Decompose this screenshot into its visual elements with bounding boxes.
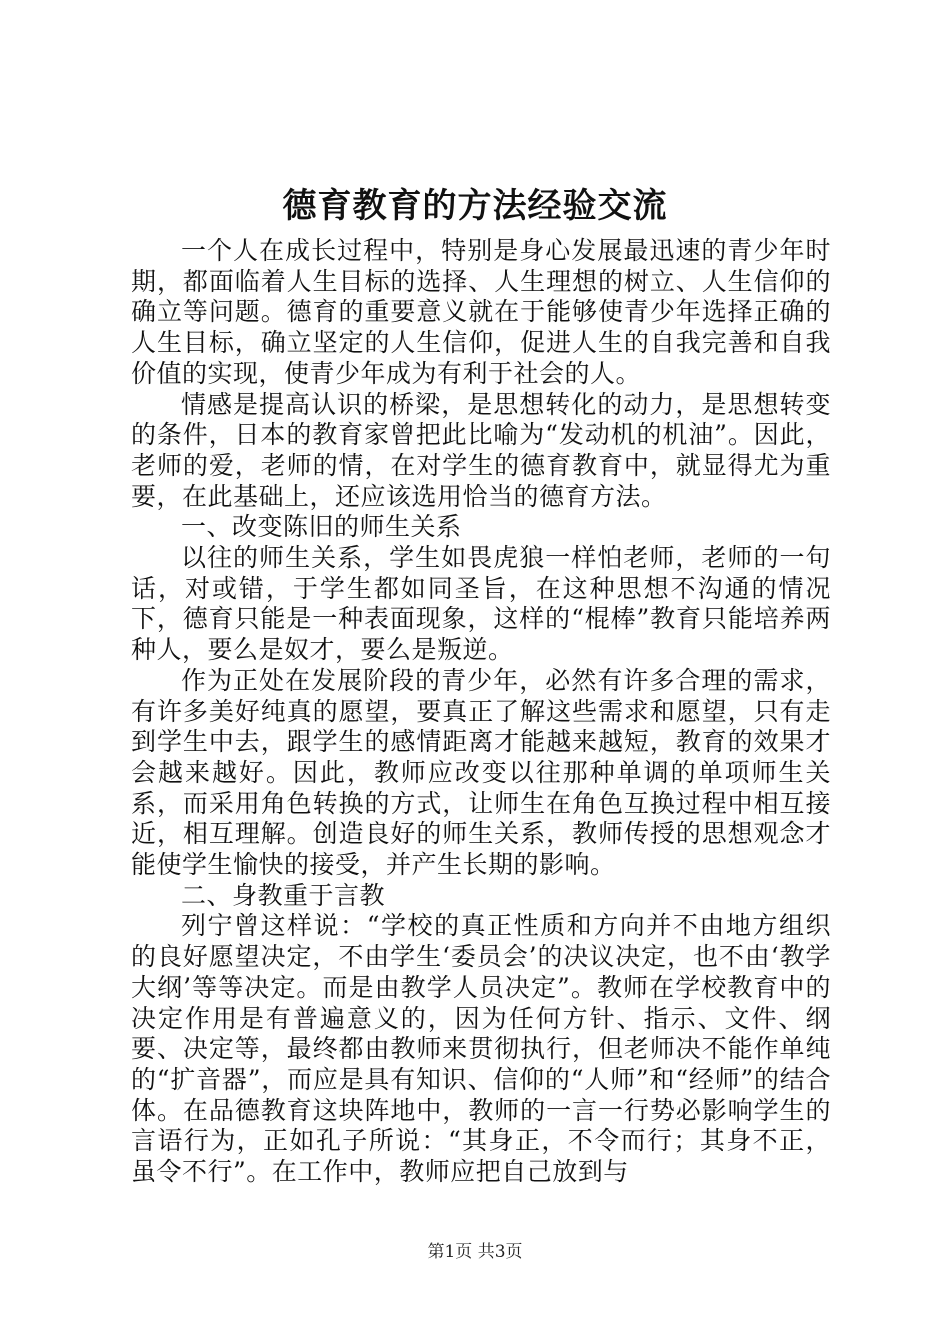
- paragraph-lenin-quote: 列宁曾这样说：“学校的真正性质和方向并不由地方组织的良好愿望决定，不由学生‘委员会’的决议决定，也不由‘教学大纲’等等决定。而是由教学人员决定”。教师在学校教育中的决定作用是有普遍意义的，因为任何方针、指示、文件、纲要、决定等，最终都由教师来贯彻执行，但老师决不能作单纯的“扩音器”，而应是具有知识、信仰的“人师”和“经师”的结合体。在品德教育这块阵地中，教师的一言一行势必影响学生的言语行为，正如孔子所说：“其身正，不令而行；其身不正，虽令不行”。在工作中，教师应把自己放到与: [131, 911, 831, 1187]
- document-body: [131, 236, 831, 1188]
- paragraph-intro: 一个人在成长过程中，特别是身心发展最迅速的青少年时期，都面临着人生目标的选择、人生理想的树立、人生信仰的确立等问题。德育的重要意义就在于能够使青少年选择正确的人生目标，确立坚定的人生信仰，促进人生的自我完善和自我价值的实现，使青少年成为有利于社会的人。: [131, 236, 831, 388]
- section-heading-1: 一、改变陈旧的师生关系: [181, 512, 462, 542]
- page-footer: 第1页 共3页: [427, 1242, 523, 1262]
- paragraph-emotion: 情感是提高认识的桥梁，是思想转化的动力，是思想转变的条件，日本的教育家曾把此比喻为“发动机的机油”。因此，老师的爱，老师的情，在对学生的德育教育中，就显得尤为重要，在此基础上，还应该选用恰当的德育方法。: [131, 389, 831, 511]
- document-title: 德育教育的方法经验交流: [282, 186, 668, 226]
- paragraph-old-relationship: 以往的师生关系，学生如畏虎狼一样怕老师，老师的一句话，对或错，于学生都如同圣旨，在这种思想不沟通的情况下，德育只能是一种表面现象，这样的“棍棒”教育只能培养两种人，要么是奴才，要么是叛逆。: [131, 543, 831, 665]
- section-heading-2: 二、身教重于言教: [181, 880, 386, 910]
- paragraph-student-needs: 作为正处在发展阶段的青少年，必然有许多合理的需求，有许多美好纯真的愿望，要真正了解这些需求和愿望，只有走到学生中去，跟学生的感情距离才能越来越短，教育的效果才会越来越好。因此，教师应改变以往那种单调的单项师生关系，而采用角色转换的方式，让师生在角色互换过程中相互接近，相互理解。创造良好的师生关系，教师传授的思想观念才能使学生愉快的接受，并产生长期的影响。: [131, 665, 831, 880]
